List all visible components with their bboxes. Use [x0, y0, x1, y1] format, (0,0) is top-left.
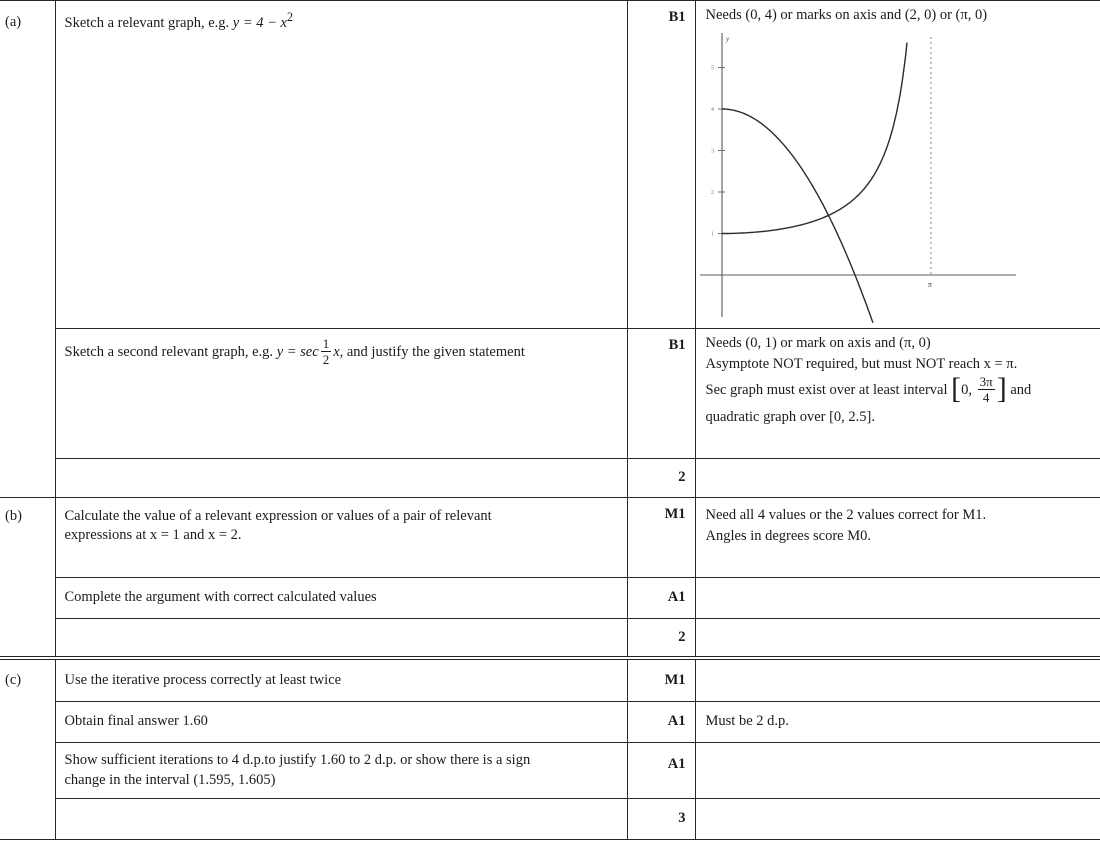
interval-frac-numerator: 3π	[979, 374, 993, 390]
interval-zero: 0,	[961, 382, 976, 399]
note-a2-line4: quadratic graph over [0, 2.5].	[705, 409, 876, 426]
total-c	[627, 799, 695, 840]
mark-c1-text: M1	[664, 671, 686, 688]
total-c-text: 3	[678, 810, 686, 827]
desc-a2-text: Sketch a second relevant graph, e.g.	[64, 343, 277, 360]
note-b1-line1: Need all 4 values or the 2 values correct for M1.	[705, 507, 987, 523]
mark-b2	[627, 578, 695, 619]
formula-a2-lhs: y = sec	[276, 343, 319, 360]
mark-b1-text: M1	[664, 506, 686, 522]
desc-c3	[55, 743, 627, 799]
desc-c-total-empty	[55, 799, 627, 840]
total-b-text: 2	[678, 628, 686, 645]
total-a-text: 2	[678, 469, 686, 486]
desc-a-total-empty	[55, 459, 627, 498]
part-c-text: (c)	[5, 671, 22, 688]
desc-c2-text: Obtain final answer 1.60	[64, 713, 208, 730]
quadratic-curve	[722, 109, 873, 323]
desc-a2-post: , and justify the given statement	[339, 343, 525, 360]
mark-a1	[627, 1, 695, 329]
note-a2-line3	[705, 371, 1092, 406]
note-b1	[695, 498, 1100, 578]
note-c2	[695, 702, 1100, 743]
formula-a1-exponent: 2	[287, 10, 294, 24]
part-label-c	[0, 658, 55, 840]
fraction-denominator: 2	[322, 352, 330, 367]
asymptote-pi-label: π	[927, 280, 932, 289]
formula-a1: y = 4 − x	[232, 14, 287, 31]
desc-c1	[55, 658, 627, 702]
mark-b1	[627, 498, 695, 578]
interval-frac-denominator: 4	[982, 390, 990, 406]
note-c-total-empty	[695, 799, 1100, 840]
interval-close-bracket: ]	[996, 371, 1007, 405]
svg-text:1: 1	[710, 231, 714, 238]
desc-c2	[55, 702, 627, 743]
svg-text:5: 5	[710, 65, 714, 72]
interval-open-bracket: [	[951, 371, 962, 405]
desc-b1-line1: Calculate the value of a relevant expression or values of a pair of relevant	[64, 508, 492, 524]
mark-c1	[627, 658, 695, 702]
part-b-text: (b)	[5, 508, 22, 524]
desc-a2	[55, 329, 627, 459]
sketch-graph	[698, 31, 1020, 327]
y-axis-label: y	[725, 35, 729, 43]
note-a2-line3-pre: Sec graph must exist over at least interval	[705, 382, 952, 399]
secant-curve	[722, 43, 907, 234]
desc-b1	[55, 498, 627, 578]
note-a2-line2: Asymptote NOT required, but must NOT reach x = π.	[705, 356, 1018, 373]
note-a2-line3-post: and	[1006, 382, 1032, 399]
total-a	[627, 459, 695, 498]
note-a1-text: Needs (0, 4) or marks on axis and (2, 0) or (π, 0)	[705, 7, 988, 23]
mark-b2-text: A1	[667, 589, 686, 606]
note-b-total-empty	[695, 619, 1100, 658]
part-a-text: (a)	[5, 14, 22, 30]
note-a-total-empty	[695, 459, 1100, 498]
svg-text:4: 4	[710, 107, 714, 114]
mark-c2	[627, 702, 695, 743]
part-label-b	[0, 498, 55, 658]
formula-a2-variable: x	[333, 343, 340, 360]
mark-a1-text: B1	[668, 9, 686, 25]
fraction-numerator: 1	[322, 336, 330, 351]
mark-c3-text: A1	[667, 756, 686, 772]
note-a2-line1: Needs (0, 1) or mark on axis and (π, 0)	[705, 335, 931, 351]
desc-b2-text: Complete the argument with correct calculated values	[64, 589, 377, 606]
desc-c1-text: Use the iterative process correctly at least twice	[64, 671, 342, 688]
mark-a2-text: B1	[668, 337, 686, 353]
part-label-a	[0, 1, 55, 498]
mark-c2-text: A1	[667, 713, 686, 730]
note-b2-empty	[695, 578, 1100, 619]
svg-text:2: 2	[710, 190, 714, 197]
note-b1-line2: Angles in degrees score M0.	[705, 528, 871, 545]
desc-c3-line1: Show sufficient iterations to 4 d.p.to justify 1.60 to 2 d.p. or show there is a sign	[64, 752, 531, 769]
note-c1-empty	[695, 658, 1100, 702]
interval-fraction	[978, 375, 995, 404]
svg-text:3: 3	[710, 148, 714, 155]
total-b	[627, 619, 695, 658]
mark-c3	[627, 743, 695, 799]
y-axis-ticks	[711, 66, 725, 238]
mark-a2	[627, 329, 695, 459]
note-a2	[695, 329, 1100, 459]
desc-a1-text: Sketch a relevant graph, e.g.	[64, 14, 233, 31]
formula-a2-fraction	[321, 337, 332, 366]
note-c3-empty	[695, 743, 1100, 799]
desc-b1-line2: expressions at x = 1 and x = 2.	[64, 527, 242, 544]
note-c2-text: Must be 2 d.p.	[705, 713, 789, 730]
desc-b-total-empty	[55, 619, 627, 658]
desc-c3-line2: change in the interval (1.595, 1.605)	[64, 771, 276, 788]
desc-a1	[55, 1, 627, 329]
note-a1	[695, 1, 1100, 329]
desc-b2	[55, 578, 627, 619]
